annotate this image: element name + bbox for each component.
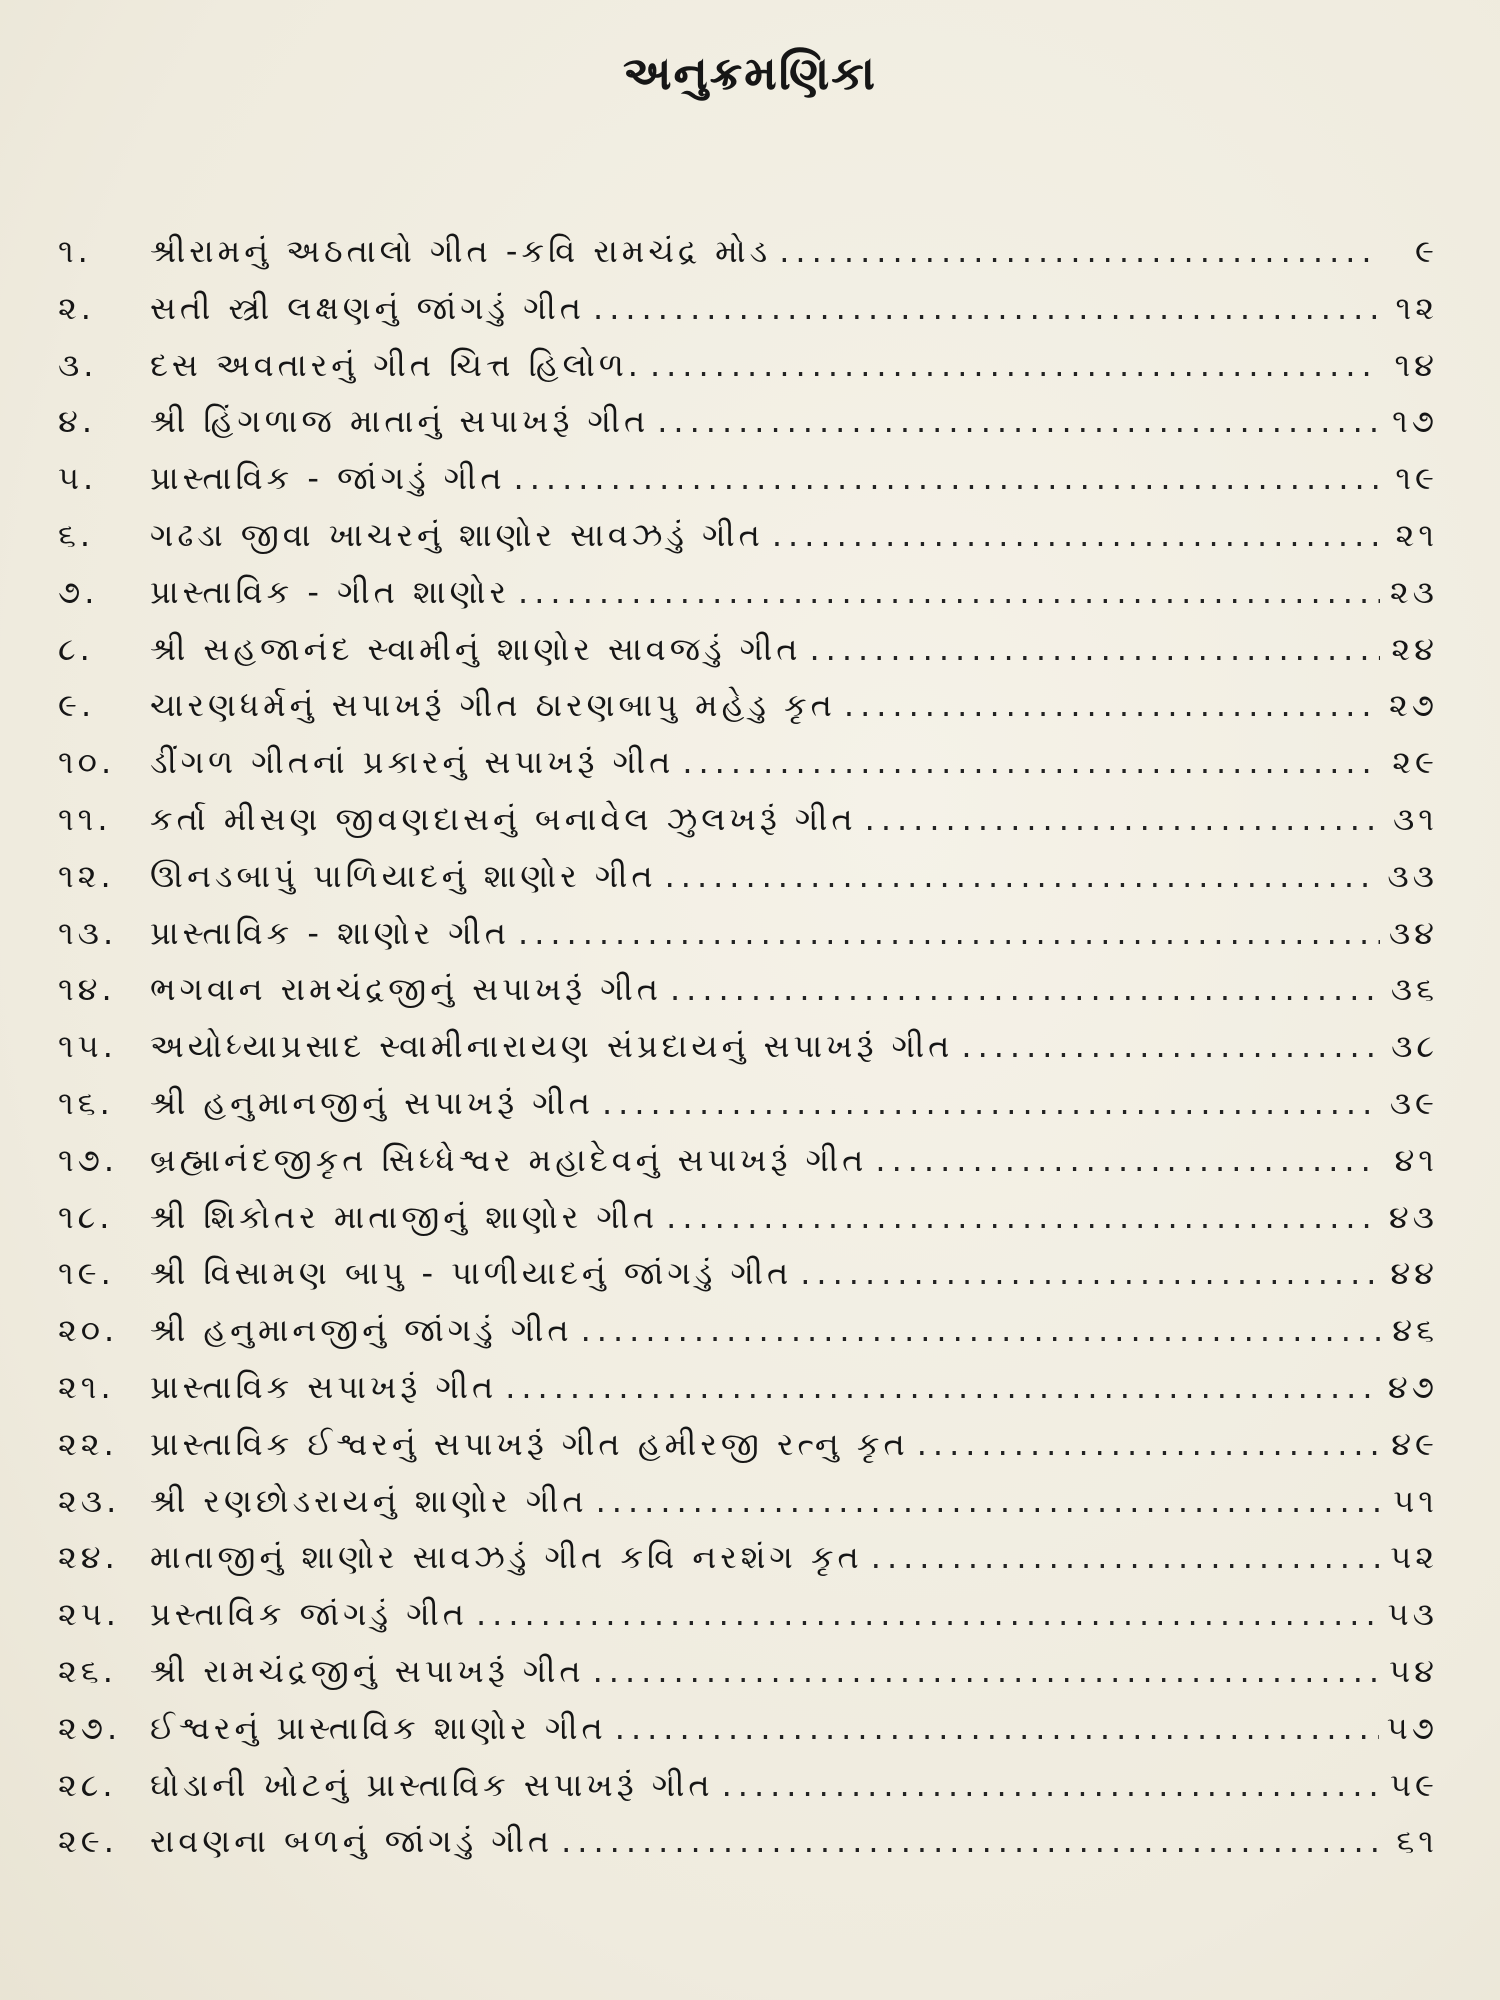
toc-entry [58, 1254, 1438, 1311]
toc-entry [58, 686, 1438, 743]
entry-page-number: ૪૪ [1390, 1254, 1438, 1293]
entry-title: પ્રાસ્તાવિક - જાંગડું ગીત [150, 459, 506, 498]
dot-leader [581, 1311, 1380, 1349]
dot-leader [844, 686, 1380, 724]
dot-leader [809, 630, 1380, 668]
entry-number: ૨૧. [58, 1367, 115, 1406]
dot-leader [650, 346, 1380, 384]
entry-page-number: ૪૩ [1388, 1197, 1438, 1236]
entry-number: ૨૯. [58, 1822, 118, 1861]
dot-leader [615, 1709, 1379, 1747]
entry-page-number: ૪૯ [1391, 1424, 1438, 1463]
entry-number: ૧૪. [58, 970, 116, 1009]
entry-number: ૧૯. [58, 1254, 115, 1293]
dot-leader [961, 1027, 1380, 1065]
toc-entry [58, 914, 1438, 971]
entry-page-number: ૧૨ [1395, 288, 1438, 327]
entry-number: ૧૫. [58, 1027, 117, 1066]
dot-leader [875, 1141, 1380, 1179]
entry-title: શ્રી હનુમાનજીનું સપાખરૂં ગીત [150, 1083, 594, 1122]
toc-entry [58, 1709, 1438, 1766]
entry-number: ૧૭. [58, 1140, 119, 1179]
entry-number: ૨૬. [58, 1651, 117, 1690]
entry-number: ૨. [58, 288, 95, 327]
entry-page-number: ૨૧ [1395, 515, 1438, 554]
entry-number: ૧. [58, 232, 92, 270]
toc-entry [58, 1141, 1438, 1198]
toc-entry [58, 743, 1438, 800]
dot-leader [865, 800, 1380, 838]
dot-leader [772, 516, 1380, 554]
entry-title: પ્રાસ્તાવિક સપાખરૂં ગીત [150, 1367, 498, 1406]
entry-title: ઊનડબાપું પાળિયાદનું શાણોર ગીત [150, 856, 657, 895]
entry-title: કર્તા મીસણ જીવણદાસનું બનાવેલ ઝુલખરૂં ગીત [150, 799, 857, 838]
entry-number: ૨૩. [58, 1481, 121, 1520]
dot-leader [476, 1595, 1380, 1633]
page-title: અનુક્રમણિકા [622, 46, 877, 100]
toc-entry [58, 857, 1438, 914]
entry-title: ઘોડાની ખોટનું પ્રાસ્તાવિક સપાખરૂં ગીત [150, 1765, 714, 1804]
entry-title: શ્રી શિકોતર માતાજીનું શાણોર ગીત [150, 1197, 659, 1236]
entry-title: ચારણધર્મનું સપાખરૂં ગીત ઠારણબાપુ મહેડુ કૃત [150, 686, 836, 725]
entry-page-number: ૧૯ [1395, 459, 1438, 498]
entry-title: પ્રસ્તાવિક જાંગડું ગીત [150, 1595, 468, 1634]
toc-entry [58, 1766, 1438, 1823]
toc-entry [58, 232, 1438, 289]
entry-number: ૨૮. [58, 1765, 117, 1804]
entry-title: શ્રી હનુમાનજીનું જાંગડું ગીત [150, 1311, 573, 1350]
entry-number: ૧૬. [58, 1083, 114, 1122]
dot-leader [602, 1084, 1380, 1122]
entry-title: શ્રીરામનું અઠતાલો ગીત -કવિ રામચંદ્ર મોડ [150, 232, 772, 270]
dot-leader [917, 1425, 1380, 1463]
toc-entry [58, 1482, 1438, 1539]
entry-number: ૧૨. [58, 856, 115, 895]
table-of-contents [58, 232, 1438, 1879]
dot-leader [682, 743, 1380, 781]
entry-title: શ્રી રણછોડરાયનું શાણોર ગીત [150, 1481, 588, 1520]
dot-leader [800, 1254, 1380, 1292]
dot-leader [670, 970, 1380, 1008]
toc-entry [58, 1595, 1438, 1652]
toc-entry [58, 516, 1438, 573]
entry-page-number: ૩૮ [1391, 1027, 1438, 1066]
entry-number: ૨૭. [58, 1708, 122, 1747]
entry-number: ૨૦. [58, 1311, 119, 1350]
entry-number: ૭. [58, 572, 99, 611]
dot-leader [871, 1538, 1380, 1576]
entry-number: ૨૪. [58, 1538, 119, 1577]
entry-title: ભગવાન રામચંદ્રજીનું સપાખરૂં ગીત [150, 970, 662, 1009]
toc-entry [58, 630, 1438, 687]
entry-page-number: ૫૯ [1390, 1765, 1438, 1804]
dot-leader [518, 914, 1380, 952]
entry-number: ૩. [58, 345, 98, 384]
entry-title: અયોધ્યાપ્રસાદ સ્વામીનારાયણ સંપ્રદાયનું સપાખરૂં ગીત [150, 1027, 954, 1066]
toc-entry [58, 1084, 1438, 1141]
entry-number: ૫. [58, 459, 98, 498]
toc-entry [58, 800, 1438, 857]
entry-title: સતી સ્ત્રી લક્ષણનું જાંગડું ગીત [150, 288, 586, 327]
dot-leader [657, 402, 1380, 440]
entry-title: શ્રી હિંગળાજ માતાનું સપાખરૂં ગીત [150, 402, 650, 441]
toc-entry [58, 459, 1438, 516]
toc-entry [58, 1538, 1438, 1595]
entry-title: ઈશ્વરનું પ્રાસ્તાવિક શાણોર ગીત [150, 1708, 607, 1747]
dot-leader [561, 1822, 1380, 1860]
entry-number: ૧૩. [58, 913, 118, 952]
entry-page-number: ૯ [1415, 232, 1438, 270]
entry-title: માતાજીનું શાણોર સાવઝડું ગીત કવિ નરશંગ કૃત [150, 1538, 863, 1577]
entry-title: બ્રહ્માનંદજીકૃત સિધ્ધેશ્વર મહાદેવનું સપાખરૂં ગીત [150, 1140, 868, 1179]
entry-title: શ્રી સહજાનંદ સ્વામીનું શાણોર સાવજડું ગીત [150, 629, 802, 668]
entry-number: ૨૨. [58, 1424, 118, 1463]
toc-entry [58, 970, 1438, 1027]
entry-title: રાવણના બળનું જાંગડું ગીત [150, 1822, 554, 1861]
entry-page-number: ૫૪ [1389, 1651, 1438, 1690]
entry-page-number: ૫૩ [1387, 1595, 1438, 1634]
entry-title: દસ અવતારનું ગીત ચિત્ત હિલોળ. [150, 345, 642, 384]
dot-leader [596, 1482, 1380, 1520]
entry-title: ડીંગળ ગીતનાં પ્રકારનું સપાખરૂં ગીત [150, 743, 675, 782]
toc-entry [58, 1027, 1438, 1084]
entry-title: શ્રી રામચંદ્રજીનું સપાખરૂં ગીત [150, 1651, 585, 1690]
entry-title: ગઢડા જીવા ખાચરનું શાણોર સાવઝડું ગીત [150, 515, 764, 554]
entry-page-number: ૨૩ [1389, 572, 1438, 611]
entry-page-number: ૩૯ [1389, 1083, 1438, 1122]
entry-page-number: ૨૪ [1391, 629, 1438, 668]
entry-page-number: ૪૧ [1394, 1140, 1438, 1179]
entry-number: ૧૧. [58, 799, 112, 838]
entry-page-number: ૫૭ [1386, 1708, 1438, 1747]
entry-title: પ્રાસ્તાવિક ઈશ્વરનું સપાખરૂં ગીત હમીરજી રત્નુ કૃત [150, 1424, 909, 1463]
entry-number: ૯. [58, 686, 96, 725]
entry-page-number: ૩૪ [1388, 913, 1438, 952]
dot-leader [665, 857, 1380, 895]
dot-leader [666, 1198, 1380, 1236]
entry-page-number: ૩૧ [1393, 799, 1438, 838]
toc-entry [58, 1425, 1438, 1482]
entry-page-number: ૨૭ [1388, 686, 1438, 725]
toc-entry [58, 1822, 1438, 1879]
entry-page-number: ૫૧ [1393, 1481, 1438, 1520]
toc-entry [58, 1198, 1438, 1255]
entry-number: ૮. [58, 629, 94, 668]
entry-page-number: ૪૬ [1392, 1311, 1438, 1350]
entry-page-number: ૩૩ [1387, 856, 1438, 895]
entry-page-number: ૩૬ [1390, 970, 1438, 1009]
toc-entry [58, 1368, 1438, 1425]
entry-page-number: ૬૧ [1396, 1822, 1438, 1861]
toc-entry [58, 1311, 1438, 1368]
dot-leader [593, 1652, 1380, 1690]
entry-title: શ્રી વિસામણ બાપુ - પાળીયાદનું જાંગડું ગીત [150, 1254, 793, 1293]
toc-entry [58, 289, 1438, 346]
entry-page-number: ૧૭ [1392, 402, 1438, 441]
entry-title: પ્રાસ્તાવિક - ગીત શાણોર [150, 572, 511, 611]
entry-page-number: ૪૭ [1387, 1367, 1438, 1406]
dot-leader [505, 1368, 1380, 1406]
entry-number: ૬. [58, 515, 95, 554]
entry-number: ૪. [58, 402, 97, 441]
entry-title: પ્રાસ્તાવિક - શાણોર ગીત [150, 913, 511, 952]
dot-leader [514, 459, 1380, 497]
dot-leader [722, 1766, 1380, 1804]
entry-number: ૨૫. [58, 1595, 120, 1634]
entry-number: ૧૮. [58, 1197, 114, 1236]
dot-leader [779, 232, 1380, 270]
toc-entry [58, 573, 1438, 630]
entry-page-number: ૧૪ [1394, 345, 1438, 384]
toc-entry [58, 402, 1438, 459]
toc-entry [58, 1652, 1438, 1709]
dot-leader [593, 289, 1380, 327]
entry-page-number: ૫૨ [1390, 1538, 1438, 1577]
toc-entry [58, 346, 1438, 403]
entry-number: ૧૦. [58, 743, 116, 782]
entry-page-number: ૨૯ [1392, 743, 1438, 782]
dot-leader [518, 573, 1380, 611]
